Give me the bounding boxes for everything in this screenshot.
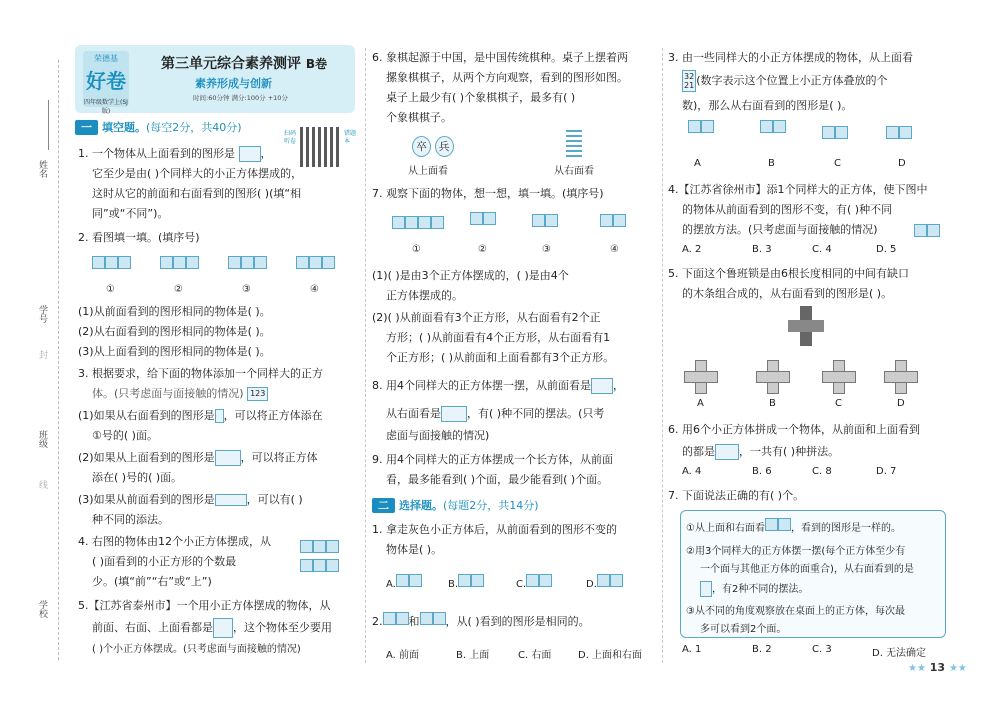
student-id-label: 学号: [37, 305, 47, 323]
q5-option-b[interactable]: B: [769, 398, 776, 409]
s2q2-option-a[interactable]: A. 前面: [386, 650, 420, 661]
cube-figure-3: [228, 254, 267, 273]
luban-lock-figure: [788, 306, 824, 346]
s2q1-option-c[interactable]: C.: [516, 574, 552, 590]
q3-option-a-figure: [688, 118, 714, 137]
grid-figure-icon: [239, 146, 261, 162]
q3-option-b-figure: [760, 118, 786, 137]
q7-option-b[interactable]: B. 2: [752, 644, 772, 655]
q5-option-b-figure: [756, 360, 790, 394]
s2q2-option-c[interactable]: C. 右面: [518, 650, 552, 661]
q5-option-a-figure: [684, 360, 718, 394]
q7-option-a[interactable]: A. 1: [682, 644, 702, 655]
q6-option-d[interactable]: D. 7: [876, 466, 897, 477]
q3-option-b[interactable]: B: [768, 158, 775, 169]
s2q1-option-b[interactable]: B.: [448, 574, 484, 590]
cube-figure-1: [92, 254, 131, 273]
q5-option-d-figure: [884, 360, 918, 394]
q3-option-d-figure: [886, 124, 912, 143]
test-meta: 时间:60分钟 满分:100分 +10分: [193, 94, 288, 102]
s2q2-option-b[interactable]: B. 上面: [456, 650, 490, 661]
q4-option-b[interactable]: B. 3: [752, 244, 772, 255]
q6-option-c[interactable]: C. 8: [812, 466, 832, 477]
name-label: 姓名: [37, 160, 47, 178]
test-header: [75, 45, 355, 113]
stacked-cubes-figure: [300, 538, 356, 576]
test-title: 第三单元综合素养测评 B卷: [161, 56, 328, 72]
s2q1-option-d[interactable]: D.: [586, 574, 623, 590]
section-choice-heading: 二 选择题。(每题2分，共14分): [372, 496, 539, 515]
seal-mark: 封: [37, 350, 47, 359]
brand-logo: 荣德基 好卷 四年级数学上(SJ版): [83, 51, 129, 107]
q4-option-a[interactable]: A. 2: [682, 244, 702, 255]
q7-option-d[interactable]: D. 无法确定: [872, 648, 927, 659]
q4-option-d[interactable]: D. 5: [876, 244, 897, 255]
q3-option-a[interactable]: A: [694, 158, 701, 169]
page-number: ★★ 13 ★★: [908, 661, 967, 674]
q6-option-b[interactable]: B. 6: [752, 466, 772, 477]
school-label: 学校: [37, 600, 47, 618]
test-subtitle: 素养形成与创新: [195, 77, 272, 90]
q5-option-c[interactable]: C: [835, 398, 842, 409]
s2q2-option-d[interactable]: D. 上面和右面: [578, 650, 643, 661]
cube-figure-4: [296, 254, 335, 273]
q4-option-c[interactable]: C. 4: [812, 244, 832, 255]
q7-figure-4: [600, 212, 626, 231]
q6-option-a[interactable]: A. 4: [682, 466, 702, 477]
worksheet-page: 姓名 学号 封 班级 线 学校 荣德基 好卷 四年级数学上(SJ版) 第三单元综合素养测评 B卷 素养形成与创新 时间:60分钟 满分:100分 +10分 一 填空题。(每空2分，共40分) 扫码听卷 错题本 1. 一个物体从上面看到的图形是 ， 它至少是由( )个同样大的小正方体摆成的， 这时从它的前面和右面看到的图形( )(填“相 同”或“不同”)。 2. 看图填一填。(填序号) ① ② ③ ④ (1)从前面看到的图形相同的物体是( )。 (2)从右面看到的图形相同的物体是( )。 (3)从上面看到的图形相同的物体是( )。 3. 根据要求，给下面的物体添加一个同样大的正方 体。(只考虑面与面接触的情况) 123 (1)如果从右面看到的图形是 ，可以将正方体添在 ①号的( )面。 (2)如果从上面看到的图形是 ，可以将正方体 添在( )号的( )面。 (3)如果从前面看到的图形是 ，可以有( ) 种不同的添法。 4. 右图的物体由12个小正方体摆成，从 ( )面看到的小正方形的个数最 少。(填“前”“右”或“上”) 5.【江苏省泰州市】一个用小正方体摆成的物体，从 前面、右面、上面看都是 ，这个物体至少要用 ( )个小正方体摆成。(只考虑面与面接触的情况) 6. 象棋起源于中国，是中国传统棋种。桌子上摆着两 摞象棋棋子，从两个方向观察，看到的图形如图。 桌子上最少有( )个象棋棋子，最多有( ) 个象棋棋子。 卒 兵 从上面看 从右面看 7. 观察下面的物体，想一想，填一填。(填序号) ① ② ③ ④ (1)( )是由3个正方体摆成的，( )是由4个 正方体摆成的。 (2)( )从前面看有3个正方形，从右面看有2个正 方形；( )从前面看有4个正方形，从右面看有1 个正方形；( )从前面和上面看都有3个正方形。 8. 用4个同样大的正方体摆一摆，从前面看是 ， 从右面看是 ，有( )种不同的摆法。(只考 虑面与面接触的情况) 9. 用4个同样大的正方体摆成一个长方体，从前面 看，最多能看到( )个面，最少能看到( )个面。 二 选择题。(每题2分，共14分) 1. 拿走灰色小正方体后，从前面看到的图形不变的 物体是( )。 A. B. C. D. 2. 和 ，从( )看到的图形是相同的。 A. 前面 B. 上面 C. 右面 D. 上面和右面 3. 由一些同样大的小正方体摆成的物体，从上面看 32 21 (数字表示这个位置上小正方体叠放的个 数)，那么从右面看到的图形是( )。 A B C D 4.【江苏省徐州市】添1个同样大的正方体，使下图中 的物体从前面看到的图形不变，有( )种不同 的摆放方法。(只考虑面与面接触的情况) A. 2 B. 3 C. 4 D. 5 5. 下面这个鲁班锁是由6根长度相同的中间有缺口 的木条组合成的，从右面看到的图形是( )。 A B C D 6. 用6个小正方体拼成一个物体，从前面和上面看到 的都是 ，一共有( )种拼法。 A. 4 B. 6 C. 8 D. 7 7. 下面说法正确的有( )个。 ①从上面和右面看 ，看到的图形是一样的。 ②用3个同样大的正方体摆一摆(每个正方体至少有 一个面与其他正方体的面重合)，从右面看到的是 ，有2种不同的摆法。 ③从不同的角度观察放在桌面上的正方体，每次最 多可以看到2个面。 A. 1 B. 2 C. 3 D. 无法确定 ★★ 13 ★★: [0, 0, 1000, 711]
binding-margin: [28, 40, 68, 680]
q3-option-c-figure: [822, 124, 848, 143]
q5-option-c-figure: [822, 360, 856, 394]
q7-figure-3: [532, 212, 558, 231]
section-fill-blank-heading: 一 填空题。(每空2分，共40分): [75, 118, 242, 137]
line-mark: 线: [37, 480, 47, 489]
q1-line: 1. 一个物体从上面看到的图形是 ，: [78, 147, 272, 160]
top-view-number-grid: 32 21: [684, 72, 695, 90]
q5-option-a[interactable]: A: [697, 398, 704, 409]
q4-cube-figure: [914, 222, 940, 241]
class-label: 班级: [37, 430, 47, 448]
chess-pieces-top-view: 卒 兵: [412, 136, 454, 157]
qr-code-icon[interactable]: [300, 127, 340, 167]
q7-figure-1: [392, 214, 444, 233]
s2q1-option-a[interactable]: A.: [386, 574, 422, 590]
q3-option-d[interactable]: D: [898, 158, 906, 169]
q5-option-d[interactable]: D: [897, 398, 905, 409]
q7-figure-2: [470, 210, 496, 229]
cube-figure-2: [160, 254, 199, 273]
q7-option-c[interactable]: C. 3: [812, 644, 832, 655]
chess-stack-right-view: [566, 130, 582, 160]
q3-option-c[interactable]: C: [834, 158, 841, 169]
